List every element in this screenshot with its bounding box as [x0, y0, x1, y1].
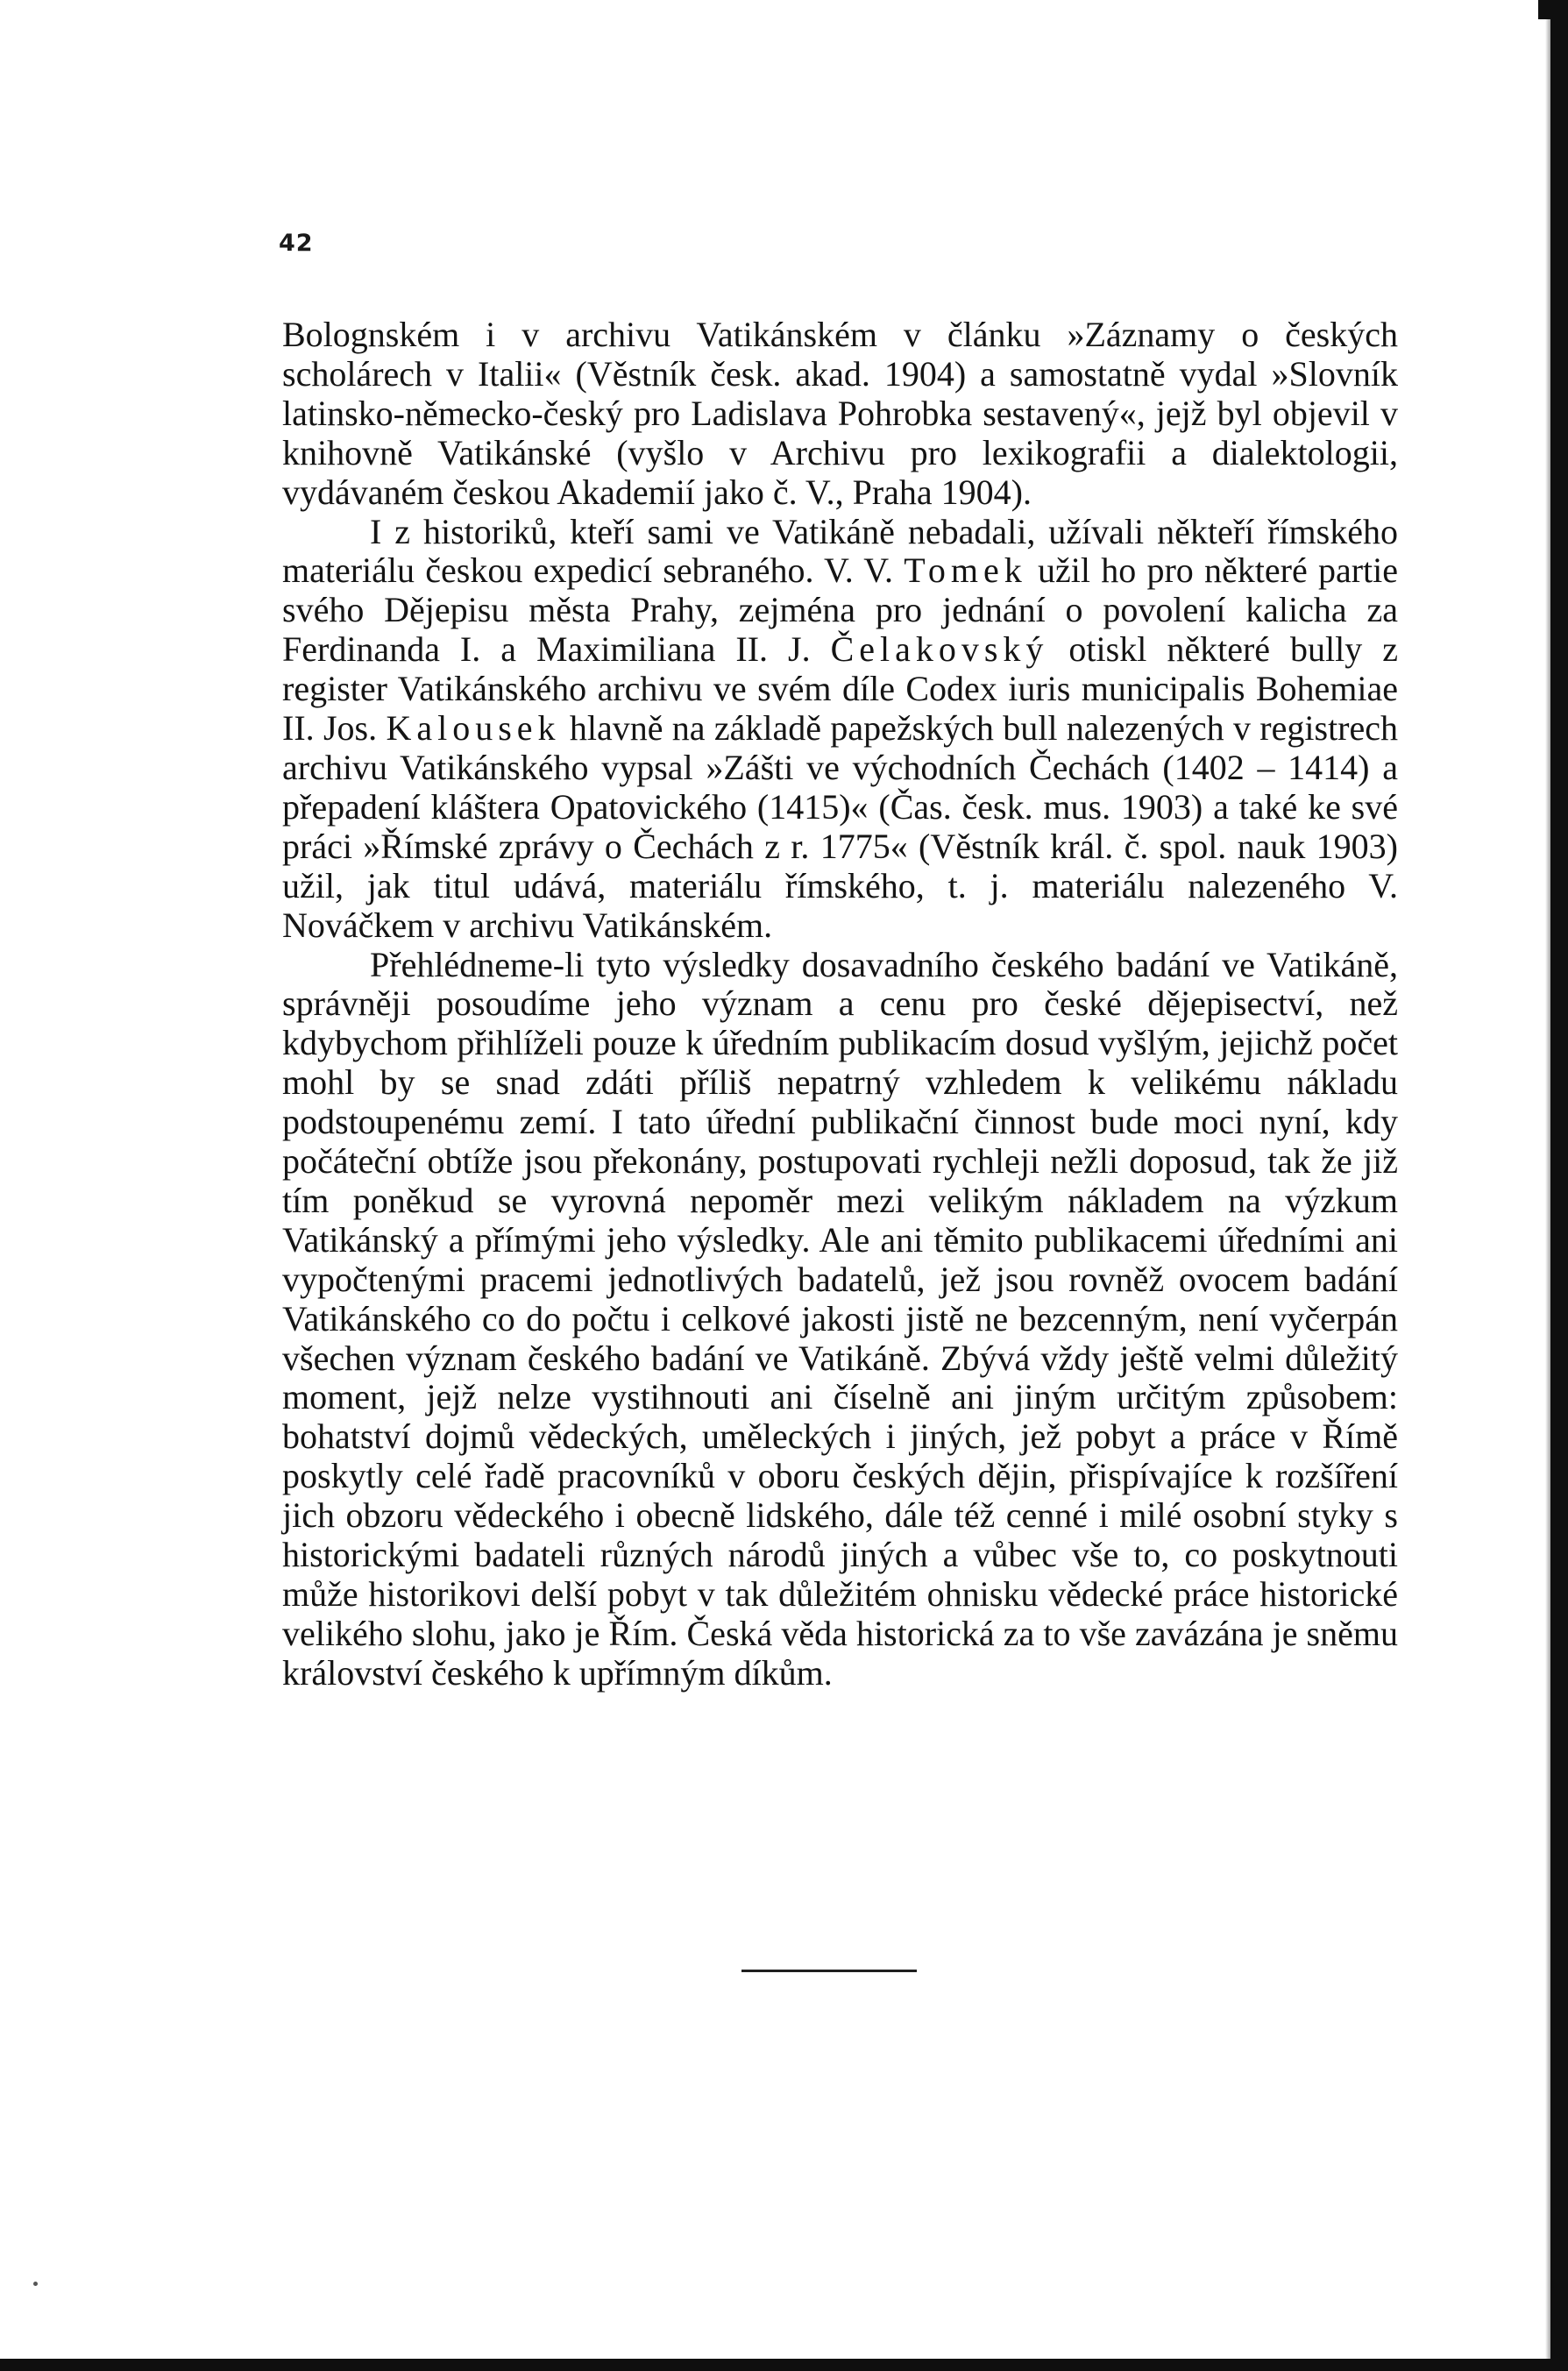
paragraph-2-text-c: otiskl některé bully z register Vatikánského archivu ve svém díle Codex iuris municipalis Bohemiae II. Jos.: [282, 629, 1398, 749]
author-name-kalousek: Kalousek: [386, 708, 561, 749]
paragraph-2-text-d: hlavně na základě papežských bull nalezených v registrech archivu Vatikánského vypsal »Zášti ve východních Čechách (1402 – 1414) a přepadení kláštera Opatovického (1415)« (Čas. česk. mus. 1903) a také ke své práci »Římské zprávy o Čechách z r. 1775« (Věstník král. č. spol. nauk 1903) užil, jak titul udává, materiálu římského, t. j. materiálu nalezeného V. Nováčkem v archivu Vatikánském.: [282, 708, 1399, 945]
paragraph-3-text: Přehlédneme-li tyto výsledky dosavadního českého badání ve Vatikáně, správněji posoudíme jeho význam a cenu pro české dějepisectví, než kdybychom přihlíželi pouze k úředním publikacím dosud vyšlým, jejichž počet mohl by se snad zdáti příliš nepatrný vzhledem k velikému nákladu podstoupenému zemí. I tato úřední publikační činnost bude moci nyní, kdy počáteční obtíže jsou překonány, postupovati rychleji nežli doposud, tak že již tím poněkud se vyrovná nepoměr mezi velikým nákladem na výzkum Vatikánský a přímými jeho výsledky. Ale ani těmito publikacemi úředními ani vypočtenými pracemi jednotlivých badatelů, jež jsou rovněž ovocem badání Vatikánského co do počtu i celkové jakosti jistě ne bezcenným, není vyčerpán všechen význam českého badání ve Vatikáně. Zbývá vždy ještě velmi důležitý moment, jejž nelze vystihnouti ani číselně ani jiným určitým způsobem: bohatství dojmů vědeckých, uměleckých i jiných, jež pobyt a práce v Římě poskytly celé řadě pracovníků v oboru českých dějin, přispívajíce k rozšíření jich obzoru vědeckého i obecně lidského, dále též cenné i milé osobní styky s historickými badateli různých národů jiných a vůbec vše to, co poskytnouti může historikovi delší pobyt v tak důležitém ohnisku vědecké práce historické velikého slohu, jako je Řím. Česká věda historická za to vše zavázána je sněmu království českého k upřímným díkům.: [282, 944, 1398, 1693]
end-divider-rule: [741, 1970, 917, 1972]
paragraph-1-text: Bolognském i v archivu Vatikánském v článku »Záznamy o českých scholárech v Italii« (Věstník česk. akad. 1904) a samostatně vydal »Slovník latinsko-německo-český pro Ladislava Pohrobka sestavený«, jejž byl objevil v knihovně Vatikánské (vyšlo v Archivu pro lexikografii a dialektologii, vydávaném českou Akademií jako č. V., Praha 1904).: [282, 315, 1398, 512]
body-text: [282, 316, 1398, 1693]
scan-corner-mark: [1538, 0, 1568, 19]
author-name-tomek: Tomek: [904, 550, 1027, 591]
scan-speck: [33, 2282, 38, 2286]
paragraph-2-text-b: užil ho pro některé partie svého Dějepisu města Prahy, zejména pro jednání o povolení kalicha za Ferdinanda I. a Maximiliana II. J.: [282, 550, 1398, 670]
author-name-celakovsky: Čelakovský: [830, 629, 1049, 670]
scan-border-right: [1550, 0, 1568, 2371]
paragraph-2: [282, 513, 1398, 946]
paragraph-2-text-a: I z historiků, kteří sami ve Vatikáně nebadali, užívali někteří římského materiálu českou expedicí sebraného. V. V.: [282, 511, 1398, 591]
paragraph-1: [282, 316, 1398, 513]
scan-border-bottom: [0, 2359, 1568, 2371]
page-number: 42: [279, 230, 314, 257]
paragraph-3: [282, 946, 1398, 1693]
